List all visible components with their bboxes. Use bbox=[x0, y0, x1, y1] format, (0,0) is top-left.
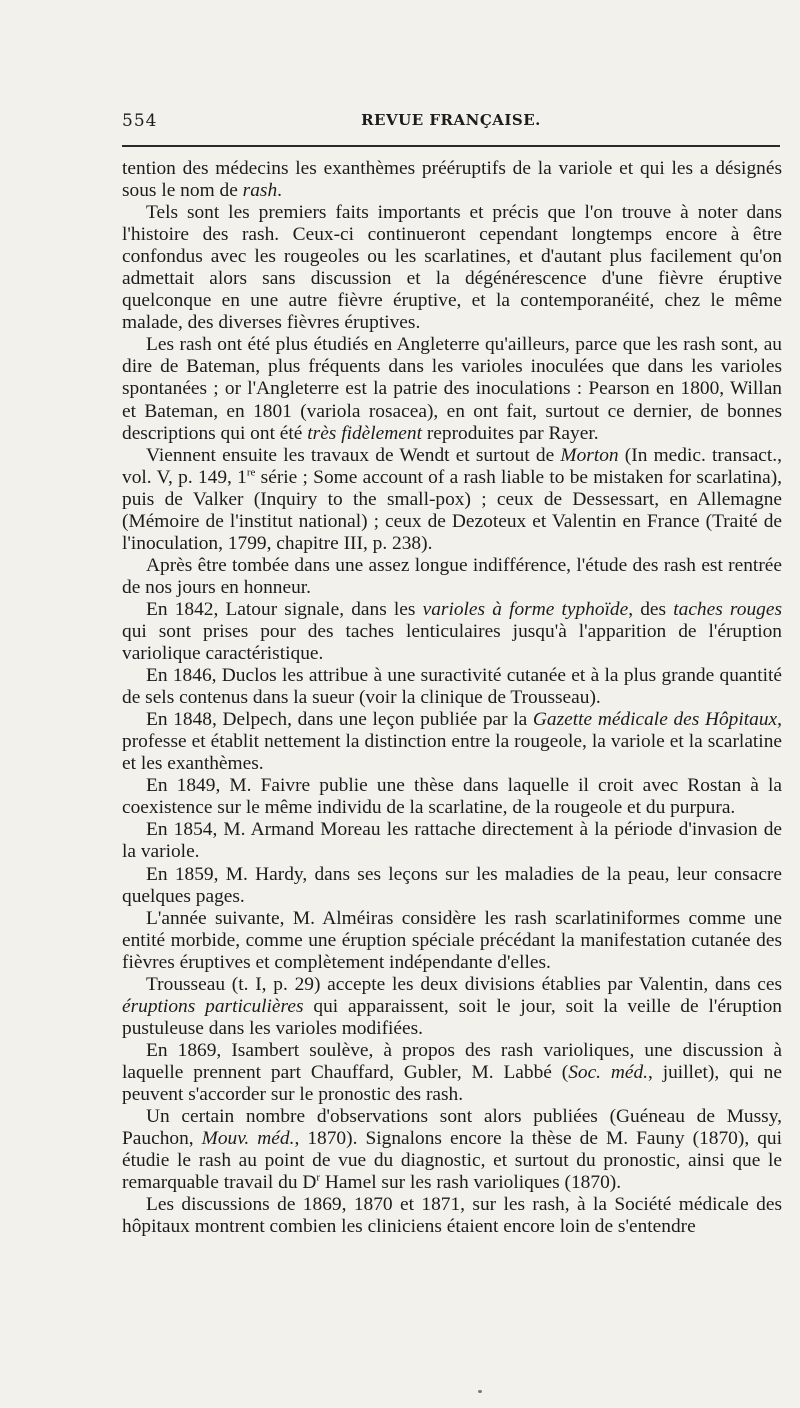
text-run: Un certain nombre d'observations sont alors publiées (Guéneau de Mussy, Pauchon, bbox=[122, 1106, 782, 1150]
text-run: En 1859, M. Hardy, dans ses leçons sur les maladies de la peau, leur consacre quelques pages. bbox=[122, 863, 782, 907]
text-run: , professe et établit nettement la distinction entre la rougeole, la variole et la scarlatine et les exanthèmes. bbox=[122, 709, 782, 775]
paragraph bbox=[122, 775, 782, 819]
text-run: En 1846, Duclos les attribue à une suractivité cutanée et à la plus grande quantité de sels contenus dans la sueur (voir la clinique de Trousseau). bbox=[122, 665, 782, 709]
italic-text: varioles à forme typhoïde bbox=[422, 598, 629, 620]
paragraph bbox=[122, 1194, 782, 1238]
italic-text: Gazette médicale des Hôpitaux bbox=[532, 709, 778, 731]
text-run: , 1870). Signalons encore la thèse de M. Fauny (1870), qui étudie le rash au point de vue du diagnostic, et surtout du pronostic, ainsi que le remarquable travail du D bbox=[122, 1128, 782, 1194]
text-run: En 1854, M. Armand Moreau les rattache directement à la période d'invasion de la variole. bbox=[122, 819, 782, 863]
paragraph bbox=[122, 202, 782, 334]
text-run: Tels sont les premiers faits importants et précis que l'on trouve à noter dans l'histoire des rash. Ceux-ci continueront cependant longtemps encore à être confondus avec les rougeoles ou les scarlatines, et d'autant plus facilement qu'on admettait alors sans discussion et la dégénérescence d'une fièvre éruptive quelconque en une autre fièvre éruptive, et la contemporanéité, chez le même malade, des diverses fièvres éruptives. bbox=[122, 202, 782, 334]
text-run: L'année suivante, M. Alméiras considère les rash scarlatiniformes comme une entité morbide, comme une éruption spéciale précédant la manifestation cutanée des fièvres éruptives et complètement indépendante d'elles. bbox=[122, 907, 782, 973]
text-run: tention des médecins les exanthèmes prééruptifs de la variole et qui les a désignés sous le nom de bbox=[122, 158, 782, 202]
paragraph bbox=[122, 158, 782, 202]
page-speck bbox=[478, 1390, 482, 1393]
paragraph bbox=[122, 819, 782, 863]
text-run: reproduites par Rayer. bbox=[421, 422, 599, 444]
text-run: En 1848, Delpech, dans une leçon publiée par la bbox=[146, 709, 533, 731]
text-run: En 1842, Latour signale, dans les bbox=[146, 598, 423, 620]
text-run: série ; Some account of a rash liable to be mistaken for scarlatina), puis de Valker (Inquiry to the small-pox) ; ceux de Dessessart, en Allemagne (Mémoire de l'institut national) ; ceux de Dezoteux et Valentin en France (Traité de l'inoculation, 1799, chapitre III, p. 238). bbox=[122, 466, 782, 554]
paragraph bbox=[122, 709, 782, 775]
paragraph bbox=[122, 334, 782, 444]
text-run: , juillet), qui ne peuvent s'accorder sur le pronostic des rash. bbox=[122, 1061, 782, 1105]
paragraph bbox=[122, 1040, 782, 1106]
italic-text: très fidèlement bbox=[307, 422, 422, 444]
italic-text: éruptions particulières bbox=[122, 995, 304, 1017]
text-run: Les discussions de 1869, 1870 et 1871, sur les rash, à la Société médicale des hôpitaux montrent combien les cliniciens étaient encore loin de s'entendre bbox=[122, 1194, 782, 1238]
running-title: REVUE FRANÇAISE. bbox=[361, 111, 541, 129]
superscript-text: re bbox=[246, 466, 256, 479]
text-run: . bbox=[277, 180, 282, 202]
paragraph bbox=[122, 864, 782, 908]
text-run: qui sont prises pour des taches lenticulaires jusqu'à l'apparition de l'éruption variolique caractéristique. bbox=[122, 620, 782, 665]
paragraph bbox=[122, 974, 782, 1040]
page-header bbox=[122, 111, 780, 135]
text-run: (In medic. transact., vol. V, p. 149, 1 bbox=[122, 444, 782, 488]
text-run: qui apparaissent, soit le jour, soit la veille de l'éruption pustuleuse dans les varioles modifiées. bbox=[122, 995, 782, 1039]
page-number: 554 bbox=[122, 111, 158, 131]
text-run: Viennent ensuite les travaux de Wendt et surtout de bbox=[146, 444, 561, 466]
paragraph bbox=[122, 665, 782, 709]
italic-text: Morton bbox=[560, 444, 619, 466]
body-text bbox=[122, 158, 782, 1238]
paragraph bbox=[122, 1106, 782, 1194]
text-run: En 1849, M. Faivre publie une thèse dans laquelle il croit avec Rostan à la coexistence sur le même individu de la scarlatine, de la rougeole et du purpura. bbox=[122, 775, 782, 819]
text-run: Les rash ont été plus étudiés en Angleterre qu'ailleurs, parce que les rash sont, au dire de Bateman, plus fréquents dans les varioles inoculées que dans les varioles spontanées ; or l'Angleterre est la patrie des inoculations : Pearson en 1800, Willan et Bateman, en 1801 (variola rosacea), en ont fait, surtout ce dernier, de bonnes descriptions qui ont été bbox=[122, 334, 782, 444]
italic-text: taches rouges bbox=[673, 598, 782, 620]
paragraph bbox=[122, 445, 782, 555]
italic-text: rash bbox=[242, 180, 278, 202]
text-run: Hamel sur les rash varioliques (1870). bbox=[320, 1172, 622, 1194]
text-run: Après être tombée dans une assez longue indifférence, l'étude des rash est rentrée de nos jours en honneur. bbox=[122, 554, 782, 598]
text-run: Trousseau (t. I, p. 29) accepte les deux divisions établies par Valentin, dans ces bbox=[146, 973, 782, 995]
paragraph bbox=[122, 908, 782, 974]
italic-text: Soc. méd. bbox=[568, 1061, 649, 1083]
paragraph bbox=[122, 555, 782, 599]
text-run: , des bbox=[628, 598, 674, 620]
italic-text: Mouv. méd. bbox=[201, 1128, 295, 1150]
paragraph bbox=[122, 599, 782, 665]
text-run: En 1869, Isambert soulève, à propos des rash varioliques, une discussion à laquelle prennent part Chauffard, Gubler, M. Labbé ( bbox=[122, 1039, 782, 1083]
superscript-text: r bbox=[316, 1171, 321, 1184]
header-rule bbox=[122, 145, 780, 147]
